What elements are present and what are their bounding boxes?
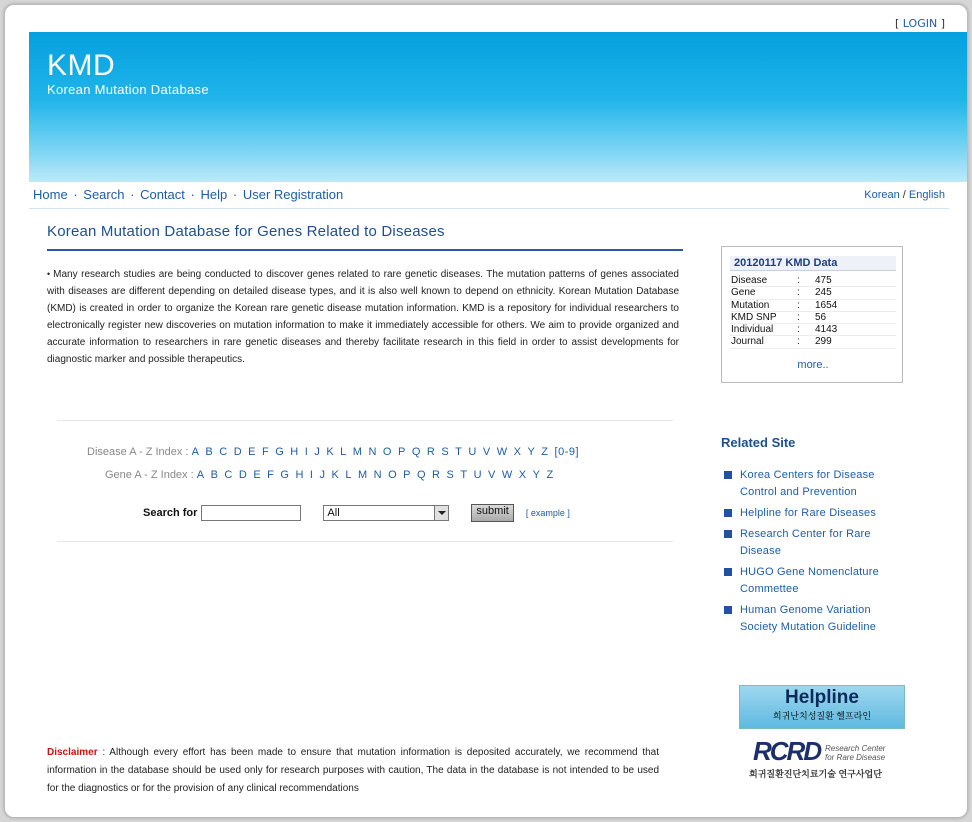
stat-key: Gene bbox=[731, 287, 756, 299]
related-site-link[interactable]: Research Center for Rare Disease bbox=[723, 526, 903, 560]
stat-colon: : bbox=[797, 287, 800, 299]
stat-key: Disease bbox=[731, 275, 768, 286]
gene-index-letter-link[interactable]: A bbox=[196, 469, 205, 481]
disclaimer-label: Disclaimer bbox=[47, 747, 98, 758]
gene-index-letter-link[interactable]: Y bbox=[532, 469, 541, 481]
stat-colon: : bbox=[797, 311, 800, 323]
disease-index-letter-link[interactable]: H bbox=[290, 446, 299, 458]
helpline-logo: Helpline bbox=[785, 687, 859, 708]
brand-title[interactable]: KMD bbox=[47, 49, 116, 82]
disease-index-letter-link[interactable]: Y bbox=[527, 446, 536, 458]
gene-index-letter-link[interactable]: C bbox=[224, 469, 233, 481]
stat-row bbox=[730, 275, 896, 287]
lang-separator: / bbox=[902, 189, 906, 201]
lang-english[interactable]: English bbox=[908, 189, 945, 201]
stat-row bbox=[730, 324, 896, 336]
rcrd-logo: RCRD bbox=[753, 736, 821, 766]
gene-index-letter-link[interactable]: H bbox=[295, 469, 304, 481]
chevron-down-icon[interactable] bbox=[434, 506, 448, 520]
nav-separator: · bbox=[130, 187, 135, 202]
disclaimer-text: : Although every effort has been made to ensure that mutation information is deposited accurately, we recommend that information in the database should be used only for research purposes with caution, The data in the database is not intended to be used for the diagnostics or for the provision of any clinical recommendations bbox=[47, 747, 659, 794]
disease-index-letter-link[interactable]: F bbox=[262, 446, 270, 458]
disease-index-letter-link[interactable]: G bbox=[275, 446, 285, 458]
login-area: [ LOGIN ] bbox=[895, 17, 945, 30]
main-nav bbox=[29, 181, 949, 209]
search-label: Search for bbox=[143, 507, 198, 519]
language-switch bbox=[864, 189, 945, 201]
gene-index-letter-link[interactable]: L bbox=[345, 469, 352, 481]
disease-index-letter-link[interactable]: P bbox=[397, 446, 406, 458]
stats-more-link[interactable]: more.. bbox=[797, 358, 829, 371]
disclaimer bbox=[47, 744, 659, 798]
gene-index-letter-link[interactable]: J bbox=[319, 469, 326, 481]
disease-index-letter-link[interactable]: O bbox=[382, 446, 392, 458]
gene-index-letter-link[interactable]: X bbox=[518, 469, 527, 481]
search-input[interactable] bbox=[201, 505, 301, 521]
related-site-list bbox=[723, 467, 903, 640]
stat-key: KMD SNP bbox=[731, 311, 777, 323]
gene-index-letter-link[interactable]: K bbox=[331, 469, 340, 481]
disease-index-letter-link[interactable]: D bbox=[233, 446, 243, 458]
related-site-link[interactable]: Helpline for Rare Diseases bbox=[723, 505, 903, 522]
gene-index-letter-link[interactable]: B bbox=[210, 469, 219, 481]
browser-frame bbox=[4, 4, 968, 818]
disease-index-letter-link[interactable]: M bbox=[352, 446, 363, 458]
disease-index-letter-link[interactable]: X bbox=[513, 446, 522, 458]
stat-row bbox=[730, 300, 896, 312]
page-title: Korean Mutation Database for Genes Related to Diseases bbox=[47, 223, 683, 251]
rcrd-tagline-1: Research Center bbox=[825, 744, 886, 753]
nav-home[interactable]: Home bbox=[33, 187, 68, 202]
stat-colon: : bbox=[797, 324, 800, 336]
gene-index-letter-link[interactable]: R bbox=[432, 469, 441, 481]
disease-index-letter-link[interactable]: U bbox=[468, 446, 477, 458]
search-form bbox=[143, 503, 570, 523]
gene-index-letter-link[interactable]: U bbox=[473, 469, 483, 481]
login-link[interactable]: LOGIN bbox=[902, 17, 938, 30]
nav-help[interactable]: Help bbox=[200, 187, 228, 202]
nav-links bbox=[33, 187, 343, 202]
related-site-link[interactable]: HUGO Gene Nomenclature Commettee bbox=[723, 564, 903, 598]
stat-value: 56 bbox=[815, 311, 827, 323]
stat-colon: : bbox=[797, 299, 800, 311]
disease-index-letter-link[interactable]: N bbox=[368, 446, 377, 458]
gene-index-letter-link[interactable]: E bbox=[253, 469, 262, 481]
disease-index-letter-link[interactable]: B bbox=[205, 446, 214, 458]
nav-contact[interactable]: Contact bbox=[140, 187, 185, 202]
stat-row bbox=[730, 287, 896, 299]
search-area bbox=[57, 420, 673, 542]
gene-index-letters bbox=[197, 469, 560, 481]
stat-colon: : bbox=[797, 336, 800, 348]
stat-row bbox=[730, 312, 896, 324]
gene-index-letter-link[interactable]: N bbox=[373, 469, 383, 481]
gene-index-letter-link[interactable]: V bbox=[488, 469, 496, 481]
stat-value: 475 bbox=[815, 275, 832, 286]
header-banner bbox=[29, 32, 968, 182]
nav-search[interactable]: Search bbox=[83, 187, 125, 202]
gene-index-letter-link[interactable]: M bbox=[357, 469, 368, 481]
disease-index-letter-link[interactable]: K bbox=[326, 446, 335, 458]
disease-index-letters bbox=[192, 446, 585, 458]
stats-box bbox=[721, 246, 903, 383]
stat-key: Individual bbox=[731, 324, 774, 336]
nav-separator: · bbox=[73, 187, 78, 202]
nav-user-registration[interactable]: User Registration bbox=[242, 187, 344, 202]
disease-index-letter-link[interactable]: [0-9] bbox=[554, 446, 580, 458]
stat-colon: : bbox=[797, 275, 800, 286]
disease-index-label: Disease A - Z Index : bbox=[87, 446, 189, 458]
nav-separator: · bbox=[232, 187, 238, 202]
disease-index-letter-link[interactable]: L bbox=[340, 446, 347, 458]
search-category-select[interactable] bbox=[323, 505, 449, 521]
gene-index-letter-link[interactable]: P bbox=[403, 469, 411, 481]
intro-paragraph bbox=[47, 266, 679, 368]
gene-index-label: Gene A - Z Index : bbox=[105, 469, 194, 481]
related-site-link[interactable]: Human Genome Variation Society Mutation Guideline bbox=[723, 602, 903, 636]
rcrd-subtitle: 희귀질환진단치료기술 연구사업단 bbox=[749, 769, 882, 779]
disease-index-letter-link[interactable]: Z bbox=[541, 446, 549, 458]
gene-index bbox=[105, 469, 560, 481]
example-link[interactable]: [ example ] bbox=[525, 508, 570, 518]
gene-index-letter-link[interactable]: Q bbox=[416, 469, 427, 481]
disease-index-letter-link[interactable]: J bbox=[314, 446, 321, 458]
gene-index-letter-link[interactable]: T bbox=[460, 469, 468, 481]
stat-value: 1654 bbox=[815, 299, 838, 311]
intro-text: Many research studies are being conducted to discover genes related to rare genetic diseases. The mutation patterns of genes associated with diseases are different depending on detailed disease types, and it is also well known to depend on ethnicity. Korean Mutation Database (KMD) is created in order to organize the Korean rare genetic disease mutation information. KMD is a repository for individual researchers to electronically register new discoveries on mutation information to make it immediately accessible for others. We aim to provide organized and accurate information to researchers in rare genetic diseases and thereby facilitate research in this field in order to assist developments for diagnostic marker and possible therapeutics. bbox=[47, 269, 679, 365]
rcrd-banner[interactable] bbox=[749, 736, 909, 782]
gene-index-letter-link[interactable]: O bbox=[388, 469, 398, 481]
bullet-icon: • bbox=[47, 269, 51, 279]
disease-index-letter-link[interactable]: S bbox=[441, 446, 450, 458]
stat-value: 299 bbox=[815, 336, 832, 348]
disease-index-letter-link[interactable]: T bbox=[455, 446, 463, 458]
related-site-title: Related Site bbox=[721, 435, 796, 450]
stat-value: 4143 bbox=[815, 324, 838, 336]
stats-table bbox=[730, 275, 896, 349]
disease-index-letter-link[interactable]: V bbox=[482, 446, 491, 458]
rcrd-tagline-2: for Rare Disease bbox=[825, 753, 886, 762]
stat-key: Mutation bbox=[731, 299, 770, 311]
helpline-subtitle: 희귀난치성질환 헬프라인 bbox=[772, 711, 872, 721]
disease-index-letter-link[interactable]: W bbox=[496, 446, 508, 458]
brand bbox=[47, 50, 209, 97]
stat-row bbox=[730, 336, 896, 348]
disease-index-letter-link[interactable]: I bbox=[304, 446, 309, 458]
disease-index bbox=[87, 446, 585, 458]
brand-subtitle: Korean Mutation Database bbox=[47, 82, 209, 97]
gene-index-letter-link[interactable]: I bbox=[309, 469, 314, 481]
rcrd-tagline bbox=[825, 744, 885, 762]
gene-index-letter-link[interactable]: G bbox=[280, 469, 290, 481]
disease-index-letter-link[interactable]: A bbox=[191, 446, 200, 458]
stat-value: 245 bbox=[815, 287, 832, 299]
gene-index-letter-link[interactable]: F bbox=[267, 469, 275, 481]
nav-separator: · bbox=[190, 187, 195, 202]
select-value: All bbox=[327, 507, 340, 519]
helpline-banner[interactable] bbox=[739, 685, 905, 729]
stats-title: 20120117 KMD Data bbox=[730, 256, 896, 271]
gene-index-letter-link[interactable]: S bbox=[446, 469, 455, 481]
gene-index-letter-link[interactable]: D bbox=[238, 469, 248, 481]
gene-index-letter-link[interactable]: Z bbox=[546, 469, 554, 481]
submit-button[interactable]: submit bbox=[471, 504, 513, 522]
gene-index-letter-link[interactable]: W bbox=[501, 469, 513, 481]
stat-key: Journal bbox=[731, 336, 764, 348]
disease-index-letter-link[interactable]: R bbox=[426, 446, 436, 458]
disease-index-letter-link[interactable]: Q bbox=[411, 446, 421, 458]
lang-korean[interactable]: Korean bbox=[864, 189, 900, 201]
related-site-link[interactable]: Korea Centers for Disease Control and Prevention bbox=[723, 467, 903, 501]
disease-index-letter-link[interactable]: C bbox=[219, 446, 228, 458]
disease-index-letter-link[interactable]: E bbox=[248, 446, 256, 458]
